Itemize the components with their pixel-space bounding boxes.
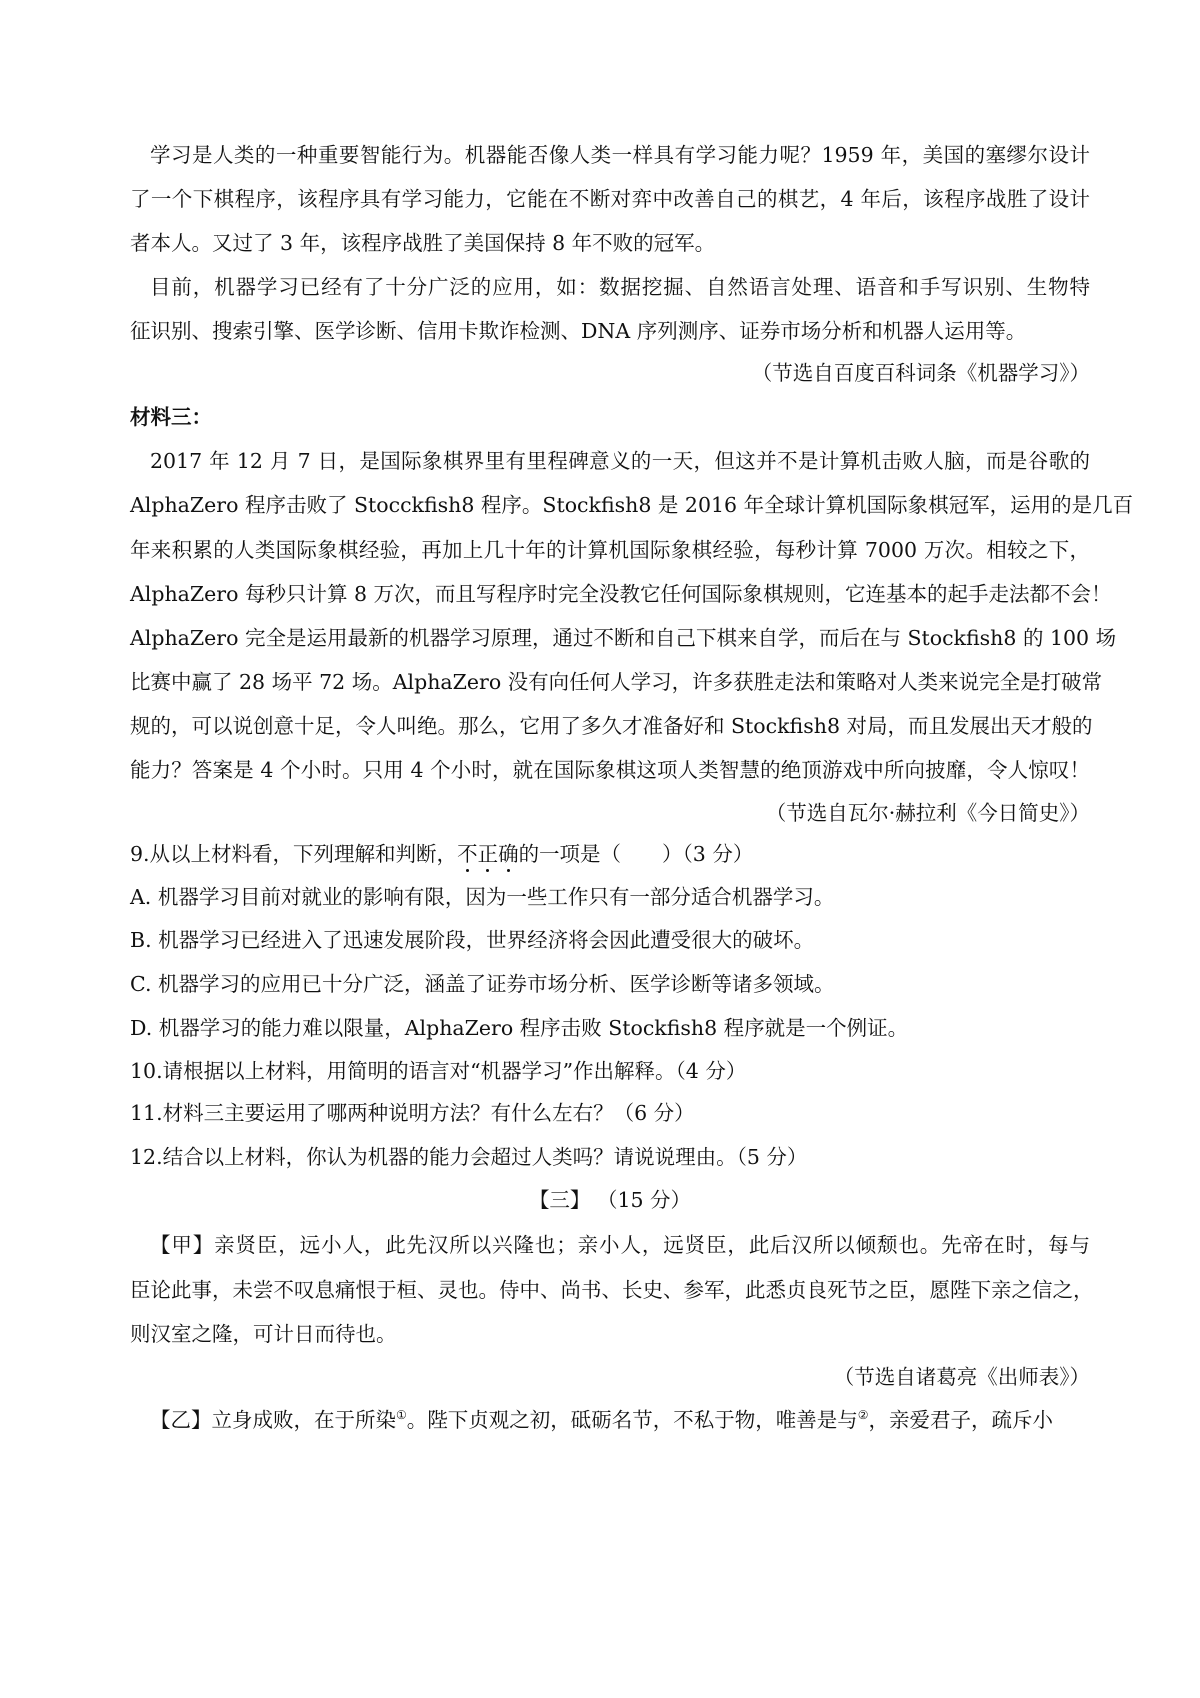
material3-line-8: 能力？答案是 4 个小时。只用 4 个小时，就在国际象棋这项人类智慧的绝顶游戏中所向披靡，令人惊叹！	[130, 758, 1090, 782]
question-9-prefix: 9.从以上材料看，下列理解和判断，	[130, 842, 458, 866]
yi-text-1: 【乙】立身成败，在于所染	[150, 1408, 396, 1432]
material3-heading: 材料三：	[130, 405, 212, 429]
material3-source: （节选自瓦尔·赫拉利《今日简史》）	[765, 801, 1090, 825]
material3-line-1: 2017 年 12 月 7 日，是国际象棋界里有里程碑意义的一天，但这并不是计算机击败人脑，而是谷歌的	[150, 449, 1090, 473]
material3-line-5: AlphaZero 完全是运用最新的机器学习原理，通过不断和自己下棋来自学，而后在与 Stockfish8 的 100 场	[130, 626, 1117, 650]
section-3-heading: 【三】 （15 分）	[528, 1188, 692, 1212]
material3-line-6: 比赛中赢了 28 场平 72 场。AlphaZero 没有向任何人学习，许多获胜走法和策略对人类来说完全是打破常	[130, 670, 1103, 694]
jia-source: （节选自诸葛亮《出师表》）	[833, 1365, 1090, 1389]
option-c: C. 机器学习的应用已十分广泛，涵盖了证券市场分析、医学诊断等诸多领域。	[130, 972, 835, 996]
material3-line-3: 年来积累的人类国际象棋经验，再加上几十年的计算机国际象棋经验，每秒计算 7000 万次。相较之下，	[130, 538, 1090, 562]
material2-source: （节选自百度百科词条《机器学习》）	[751, 361, 1090, 385]
jia-line-2: 臣论此事，未尝不叹息痛恨于桓、灵也。侍中、尚书、长史、参军，此悉贞良死节之臣，愿陛下亲之信之，	[130, 1278, 1094, 1302]
emphasis-char-2: 正	[477, 842, 499, 866]
material2-line-5: 征识别、搜索引擎、医学诊断、信用卡欺诈检测、DNA 序列测序、证券市场分析和机器人运用等。	[130, 319, 1027, 343]
footnote-marker-2: ②	[857, 1408, 869, 1422]
question-11: 11.材料三主要运用了哪两种说明方法？有什么左右？（6 分）	[130, 1101, 695, 1125]
material3-line-7: 规的，可以说创意十足，令人叫绝。那么，它用了多久才准备好和 Stockfish8 对局，而且发展出天才般的	[130, 714, 1093, 738]
question-12: 12.结合以上材料，你认为机器的能力会超过人类吗？请说说理由。（5 分）	[130, 1145, 808, 1169]
yi-text-3: ，亲爱君子，疏斥小	[868, 1408, 1054, 1432]
material2-line-4: 目前，机器学习已经有了十分广泛的应用，如：数据挖掘、自然语言处理、语音和手写识别、生物特	[150, 275, 1090, 299]
jia-line-1: 【甲】亲贤臣，远小人，此先汉所以兴隆也；亲小人，远贤臣，此后汉所以倾颓也。先帝在时，每与	[150, 1233, 1090, 1257]
option-b: B. 机器学习已经进入了迅速发展阶段，世界经济将会因此遭受很大的破坏。	[130, 928, 815, 952]
yi-line-1	[150, 1408, 1090, 1432]
question-9	[130, 842, 1090, 866]
yi-text-2: 。陛下贞观之初，砥砺名节，不私于物，唯善是与	[406, 1408, 858, 1432]
emphasis-char-3: 确	[498, 842, 519, 866]
material2-line-1: 学习是人类的一种重要智能行为。机器能否像人类一样具有学习能力呢？1959 年，美国的塞缪尔设计	[150, 143, 1090, 167]
material3-line-4: AlphaZero 每秒只计算 8 万次，而且写程序时完全没教它任何国际象棋规则，它连基本的起手走法都不会！	[130, 582, 1112, 606]
option-d: D. 机器学习的能力难以限量，AlphaZero 程序击败 Stockfish8 程序就是一个例证。	[130, 1016, 909, 1040]
question-10: 10.请根据以上材料，用简明的语言对“机器学习”作出解释。（4 分）	[130, 1059, 747, 1083]
question-9-suffix: 的一项是（ ）（3 分）	[518, 842, 754, 866]
material3-line-2: AlphaZero 程序击败了 Stocckfish8 程序。Stockfish8 是 2016 年全球计算机国际象棋冠军，运用的是几百	[130, 493, 1134, 517]
material2-line-2: 了一个下棋程序，该程序具有学习能力，它能在不断对弈中改善自己的棋艺，4 年后，该程序战胜了设计	[130, 187, 1090, 211]
footnote-marker-1: ①	[396, 1408, 407, 1422]
option-a: A. 机器学习目前对就业的影响有限，因为一些工作只有一部分适合机器学习。	[130, 885, 835, 909]
emphasis-char-1: 不	[457, 842, 478, 866]
material2-line-3: 者本人。又过了 3 年，该程序战胜了美国保持 8 年不败的冠军。	[130, 231, 716, 255]
jia-line-3: 则汉室之隆，可计日而待也。	[130, 1322, 397, 1346]
